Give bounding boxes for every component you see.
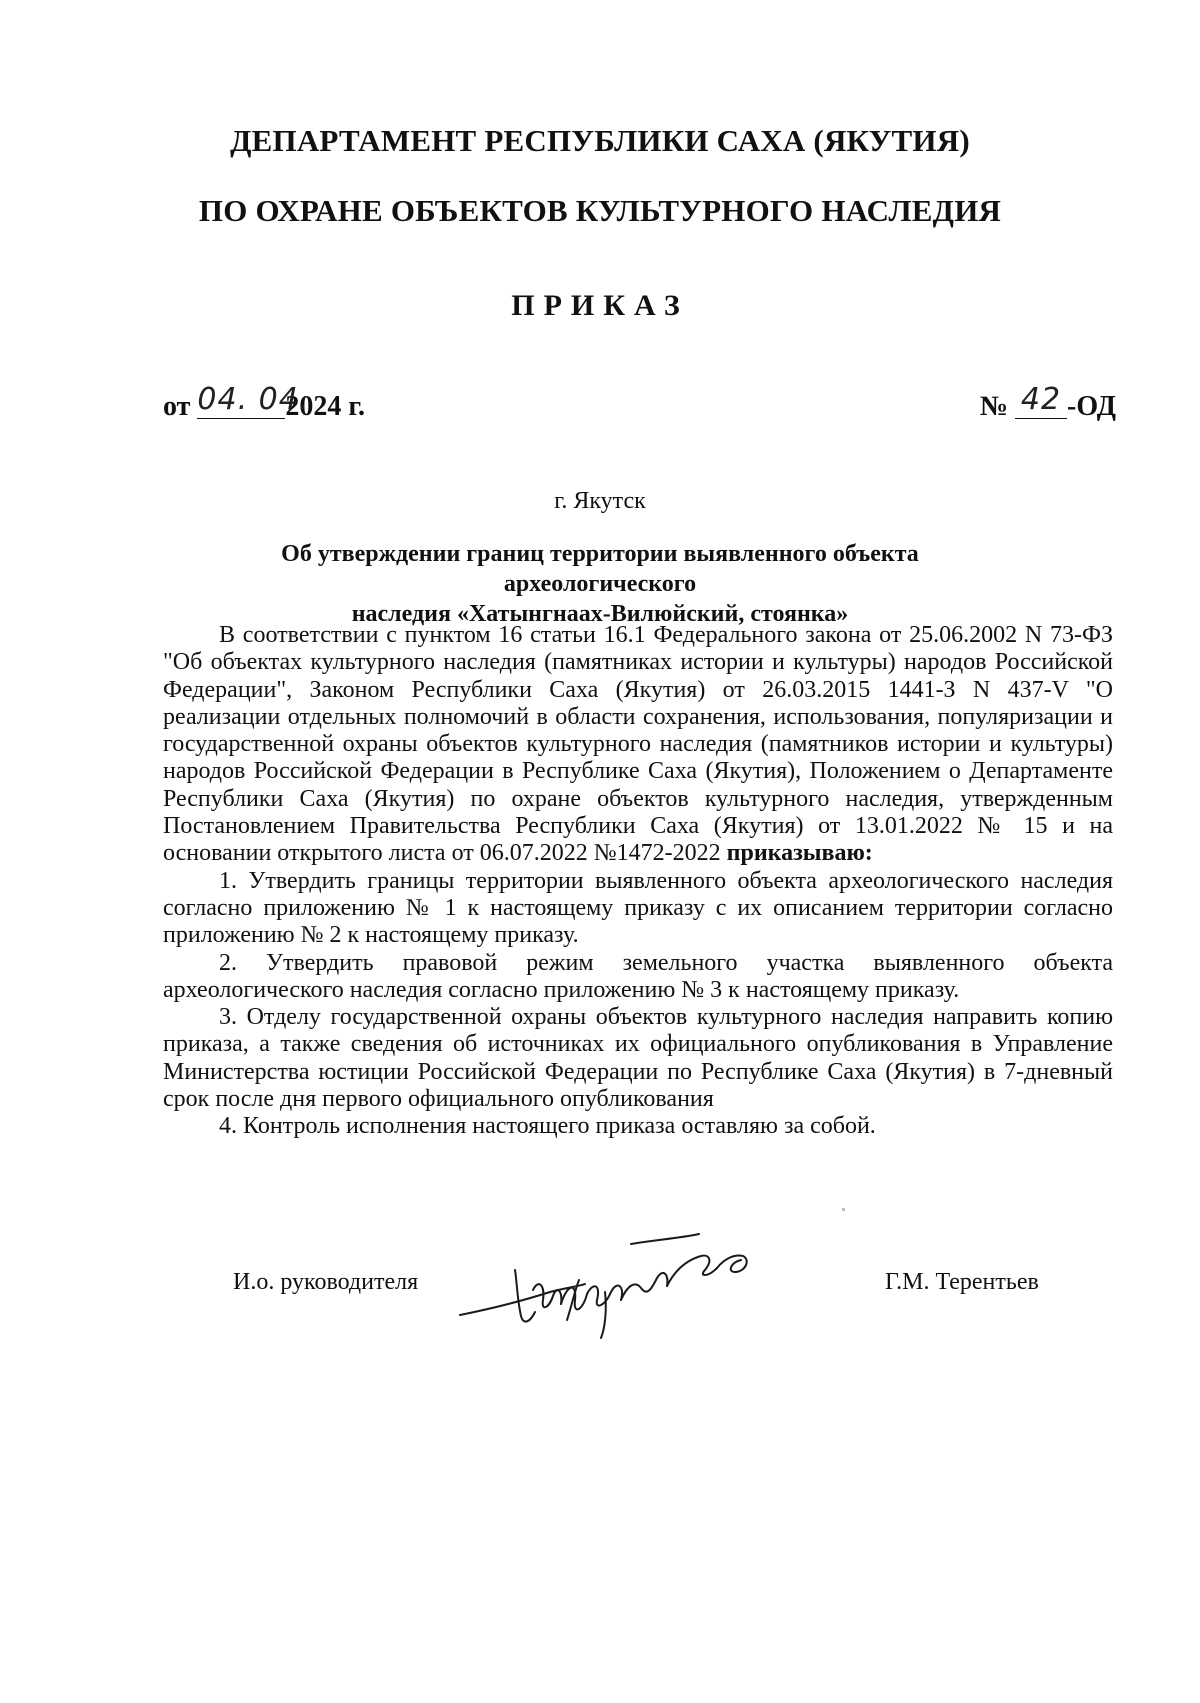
- preamble-text: В соответствии с пунктом 16 статьи 16.1 Федерального закона от 25.06.2002 N 73-ФЗ "Об объектах культурного наследия (памятниках истории и культуры) народов Российской Федерации", Законом Республики Саха (Якутия) от 26.03.2015 1441-З N 437-V "О реализации отдельных полномочий в области сохранения, использования, популяризации и государственной охраны объектов культурного наследия (памятников истории и культуры) народов Российской Федерации в Республике Саха (Якутия), Положением о Департаменте Республики Саха (Якутия) по охране объектов культурного наследия, утвержденным Постановлением Правительства Республики Саха (Якутия) от 13.01.2022 № 15 и на основании открытого листа от 06.07.2022 №1472-2022: [163, 622, 1113, 867]
- document-type-heading: ПРИКАЗ: [511, 289, 689, 322]
- date-prefix: от: [163, 391, 191, 422]
- number-suffix: -ОД: [1067, 391, 1116, 422]
- handwritten-number: 42: [1020, 382, 1062, 417]
- date-suffix: 2024 г.: [285, 391, 365, 422]
- signatory-name: Г.М. Терентьев: [885, 1269, 1039, 1295]
- number-blank: [1015, 382, 1067, 419]
- order-word: приказываю:: [726, 840, 873, 867]
- order-body: [163, 622, 1113, 1141]
- city: г. Якутск: [554, 488, 646, 514]
- order-item-1: 1. Утвердить границы территории выявленного объекта археологического наследия согласно приложению № 1 к настоящему приказу с их описанием территории согласно приложению № 2 к настоящему приказу.: [163, 867, 1113, 949]
- order-number: [979, 382, 1116, 423]
- order-subject: [200, 539, 1000, 629]
- department-subtitle: ПО ОХРАНЕ ОБЪЕКТОВ КУЛЬТУРНОГО НАСЛЕДИЯ: [198, 193, 1002, 228]
- subject-line-2: наследия «Хатынгнаах-Вилюйский, стоянка»: [351, 601, 849, 627]
- handwritten-signature: [455, 1220, 775, 1340]
- number-prefix: №: [979, 391, 1009, 422]
- subject-line-1: Об утверждении границ территории выявленного объекта археологического: [281, 541, 919, 597]
- order-item-4: 4. Контроль исполнения настоящего приказа оставляю за собой.: [219, 1113, 876, 1140]
- handwritten-date: 04. 04.: [197, 382, 310, 417]
- order-item-2: 2. Утвердить правовой режим земельного участка выявленного объекта археологического наследия согласно приложению № 3 к настоящему приказу.: [163, 949, 1113, 1003]
- preamble-paragraph: [163, 622, 1113, 868]
- department-title: ДЕПАРТАМЕНТ РЕСПУБЛИКИ САХА (ЯКУТИЯ): [230, 123, 970, 158]
- order-date: [163, 382, 365, 423]
- scan-speck: [842, 1208, 845, 1211]
- date-blank: [197, 382, 310, 419]
- signatory-role: И.о. руководителя: [233, 1269, 419, 1295]
- order-item-3: 3. Отделу государственной охраны объектов культурного наследия направить копию приказа, а также сведения об источниках их официального опубликования в Управление Министерства юстиции Российской Федерации по Республике Саха (Якутия) в 7-дневный срок после дня первого официального опубликования: [163, 1004, 1113, 1113]
